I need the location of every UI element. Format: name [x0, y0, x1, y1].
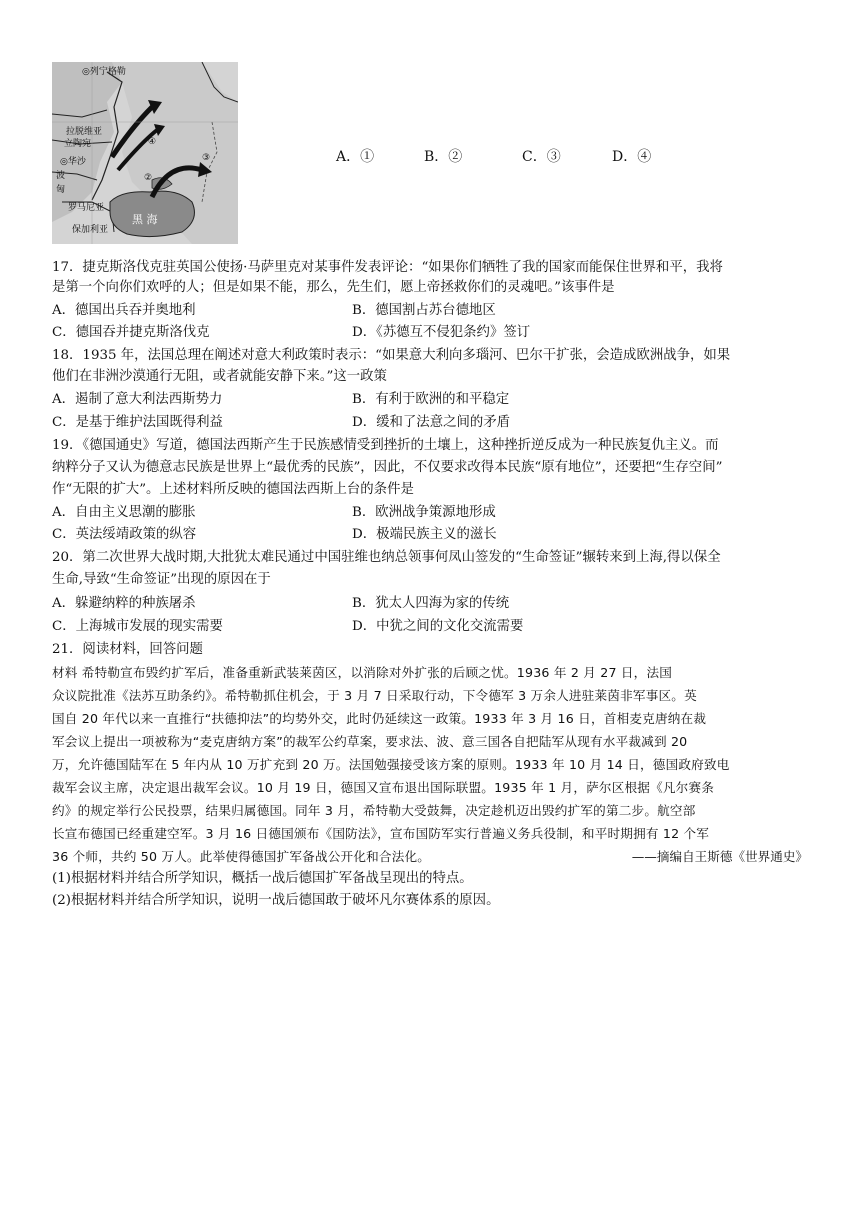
q21-material-line-7: 约》的规定举行公民投票，结果归属德国。同年 3 月，希特勒大受鼓舞，决定趁机迈出毁约扩军的第二步。航空部	[52, 803, 696, 818]
q21-subquestion-1: (1)根据材料并结合所学知识，概括一战后德国扩军备战呈现出的特点。	[52, 871, 473, 886]
q19-stem-line-2: 纳粹分子又认为德意志民族是世界上“最优秀的民族”，因此，不仅要求改得本民族“原有地位”，还要把“生存空间”	[52, 460, 723, 475]
q21-material-line-3: 国自 20 年代以来一直推行“扶德抑法”的均势外交，此时仍延续这一政策。1933 年 3 月 16 日，首相麦克唐纳在裁	[52, 711, 707, 726]
map-label-romania: 罗马尼亚	[68, 203, 105, 213]
map-marker-4: ④	[148, 137, 157, 147]
q19-stem-line-3: 作“无限的扩大”。上述材料所反映的德国法西斯上台的条件是	[52, 482, 414, 497]
map-label-warsaw: ◎华沙	[60, 157, 86, 167]
map-marker-2: ②	[144, 173, 153, 183]
q20-option-a[interactable]: A．躲避纳粹的种族屠杀	[52, 596, 196, 611]
q19-stem-line-1: 19．《德国通史》写道，德国法西斯产生于民族感情受到挫折的土壤上，这种挫折逆反成为一种民族复仇主义。而	[52, 438, 719, 453]
map-label-poland: 波	[56, 171, 66, 181]
map-label-leningrad: ◎列宁格勒	[82, 67, 126, 77]
q21-material-line-2: 众议院批准《法苏互助条约》。希特勒抓住机会，于 3 月 7 日采取行动，下令德军 3 万余人进驻莱茵非军事区。英	[52, 688, 697, 703]
q17-option-a[interactable]: A．德国出兵吞并奥地利	[52, 303, 196, 318]
q21-source: ——摘编自王斯德《世界通史》	[631, 849, 808, 864]
q17-option-d[interactable]: D．《苏德互不侵犯条约》签订	[352, 325, 531, 340]
q20-option-c[interactable]: C．上海城市发展的现实需要	[52, 619, 223, 634]
map-marker-1: ①	[150, 103, 159, 113]
q19-option-b[interactable]: B．欧洲战争策源地形成	[352, 505, 496, 520]
map-label-hungary: 匈	[56, 185, 66, 195]
map-label-latvia: 拉脱维亚	[66, 127, 103, 137]
q16-option-d[interactable]: D．④	[612, 149, 652, 165]
q21-material-line-4: 军会议上提出一项被称为“麦克唐纳方案”的裁军公约草案，要求法、波、意三国各自把陆军从现有水平裁减到 20	[52, 734, 688, 749]
map-marker-3: ③	[202, 153, 211, 163]
q20-stem-line-1: 20．第二次世界大战时期,大批犹太难民通过中国驻维也纳总领事何凤山签发的“生命签证”辗转来到上海,得以保全	[52, 550, 721, 565]
q18-stem-line-1: 18．1935 年，法国总理在阐述对意大利政策时表示：“如果意大利向多瑙河、巴尔干扩张，会造成欧洲战争，如果	[52, 348, 731, 363]
q18-option-d[interactable]: D．缓和了法意之间的矛盾	[352, 415, 511, 430]
map-label-bulgaria: 保加利亚	[72, 225, 109, 235]
q16-option-a[interactable]: A．①	[336, 149, 375, 165]
q19-option-d[interactable]: D．极端民族主义的滋长	[352, 527, 497, 542]
historical-map	[52, 62, 238, 244]
q17-stem-line-1: 17．捷克斯洛伐克驻英国公使扬·马萨里克对某事件发表评论：“如果你们牺牲了我的国家而能保住世界和平，我将	[52, 260, 723, 275]
q18-option-c[interactable]: C．是基于维护法国既得利益	[52, 415, 223, 430]
q17-option-c[interactable]: C．德国吞并捷克斯洛伐克	[52, 325, 210, 340]
q18-option-a[interactable]: A．遏制了意大利法西斯势力	[52, 392, 223, 407]
q21-material-line-9: 36 个师，共约 50 万人。此举使得德国扩军备战公开化和合法化。	[52, 849, 431, 864]
q21-title: 21．阅读材料，回答问题	[52, 642, 203, 657]
q21-subquestion-2: (2)根据材料并结合所学知识，说明一战后德国敢于破坏凡尔赛体系的原因。	[52, 893, 500, 908]
q16-option-b[interactable]: B．②	[424, 149, 463, 165]
map-label-lithuania: 立陶宛	[64, 139, 92, 149]
q20-option-d[interactable]: D．中犹之间的文化交流需要	[352, 619, 524, 634]
q21-material-line-8: 长宣布德国已经重建空军。3 月 16 日德国颁布《国防法》，宣布国防军实行普遍义务兵役制，和平时期拥有 12 个军	[52, 826, 710, 841]
q18-option-b[interactable]: B．有利于欧洲的和平稳定	[352, 392, 510, 407]
q21-material-line-1: 材料 希特勒宣布毁约扩军后，准备重新武装莱茵区，以消除对外扩张的后顾之忧。1936 年 2 月 27 日，法国	[52, 665, 673, 680]
q20-stem-line-2: 生命,导致“生命签证”出现的原因在于	[52, 572, 271, 587]
q21-material-line-6: 裁军会议主席，决定退出裁军会议。10 月 19 日，德国又宣布退出国际联盟。1935 年 1 月，萨尔区根据《凡尔赛条	[52, 780, 715, 795]
q19-option-c[interactable]: C．英法绥靖政策的纵容	[52, 527, 197, 542]
q18-stem-line-2: 他们在非洲沙漠通行无阻，或者就能安静下来。”这一政策	[52, 369, 387, 384]
q21-material-line-5: 万，允许德国陆军在 5 年内从 10 万扩充到 20 万。法国勉强接受该方案的原则。1933 年 10 月 14 日，德国政府致电	[52, 757, 730, 772]
map-label-black-sea: 黑 海	[132, 213, 158, 226]
q20-option-b[interactable]: B．犹太人四海为家的传统	[352, 596, 510, 611]
q16-option-c[interactable]: C．③	[522, 149, 561, 165]
q19-option-a[interactable]: A．自由主义思潮的膨胀	[52, 505, 196, 520]
q17-option-b[interactable]: B．德国割占苏台德地区	[352, 303, 496, 318]
q17-stem-line-2: 是第一个向你们欢呼的人；但是如果不能，那么，先生们，愿上帝拯救你们的灵魂吧。”该事件是	[52, 280, 615, 295]
